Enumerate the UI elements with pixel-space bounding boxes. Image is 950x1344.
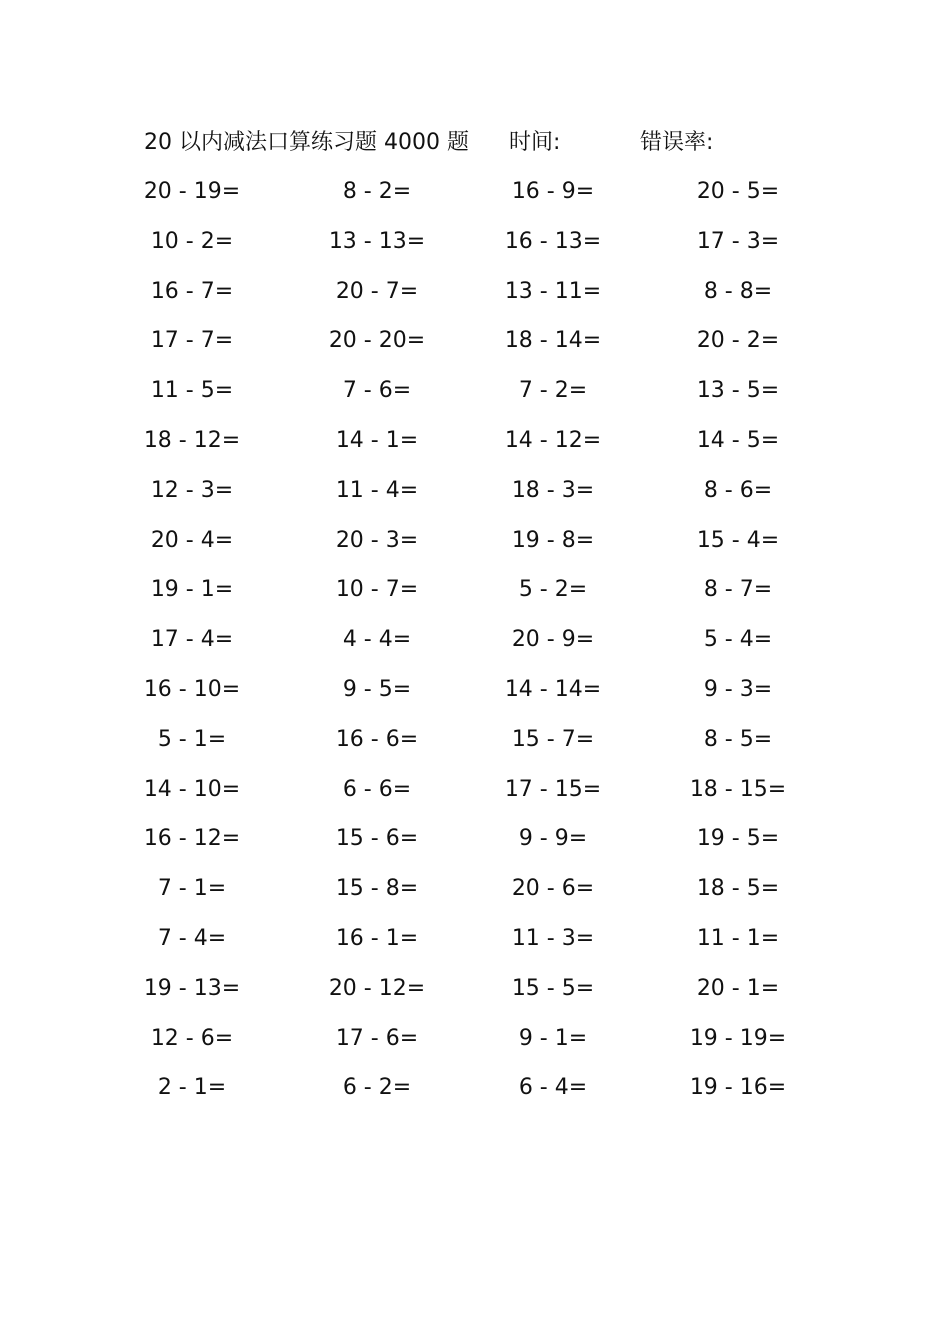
problem-item: 10 - 2=: [150, 228, 234, 254]
problem-item: 20 - 12=: [328, 975, 426, 1001]
problem-item: 19 - 13=: [143, 975, 241, 1001]
problem-item: 15 - 8=: [335, 876, 419, 902]
problem-row: [0, 1021, 950, 1071]
problem-row: [0, 722, 950, 772]
problem-item: 15 - 4=: [696, 527, 780, 553]
problem-item: 14 - 14=: [504, 676, 602, 702]
problem-item: 8 - 6=: [703, 477, 773, 503]
problem-item: 14 - 5=: [696, 427, 780, 453]
problem-item: 20 - 19=: [143, 179, 241, 204]
problem-item: 5 - 1=: [157, 726, 227, 752]
problem-row: [0, 672, 950, 722]
problem-item: 13 - 13=: [328, 228, 426, 254]
problem-row: [0, 224, 950, 274]
problem-item: 7 - 6=: [342, 378, 412, 404]
problem-item: 8 - 5=: [703, 726, 773, 752]
problem-item: 16 - 10=: [143, 676, 241, 702]
problem-item: 18 - 15=: [689, 776, 787, 802]
problem-item: 20 - 9=: [511, 627, 595, 653]
problem-row: [0, 772, 950, 822]
problem-item: 19 - 16=: [689, 1075, 787, 1101]
problem-item: 9 - 3=: [703, 676, 773, 702]
problem-item: 6 - 4=: [518, 1075, 588, 1101]
problem-item: 18 - 12=: [143, 427, 241, 453]
problem-row: [0, 572, 950, 622]
problem-item: 11 - 1=: [696, 925, 780, 951]
problem-item: 6 - 6=: [342, 776, 412, 802]
problem-row: [0, 473, 950, 523]
problem-item: 2 - 1=: [157, 1075, 227, 1101]
problem-item: 10 - 7=: [335, 577, 419, 603]
problem-item: 19 - 1=: [150, 577, 234, 603]
problem-item: 19 - 8=: [511, 527, 595, 553]
problem-item: 15 - 6=: [335, 826, 419, 852]
problem-item: 9 - 1=: [518, 1025, 588, 1051]
problem-item: 7 - 1=: [157, 876, 227, 902]
problem-item: 11 - 5=: [150, 378, 234, 404]
problem-item: 11 - 3=: [511, 925, 595, 951]
time-label: 时间:: [509, 130, 561, 155]
problem-item: 5 - 2=: [518, 577, 588, 603]
problem-item: 16 - 6=: [335, 726, 419, 752]
problem-row: [0, 821, 950, 871]
problem-item: 13 - 11=: [504, 278, 602, 304]
problem-item: 6 - 2=: [342, 1075, 412, 1101]
problem-row: [0, 174, 950, 224]
worksheet-header: [144, 126, 844, 160]
problem-item: 16 - 9=: [511, 179, 595, 204]
problem-item: 15 - 7=: [511, 726, 595, 752]
problem-item: 9 - 9=: [518, 826, 588, 852]
problem-item: 14 - 10=: [143, 776, 241, 802]
problem-item: 18 - 3=: [511, 477, 595, 503]
problem-item: 7 - 4=: [157, 925, 227, 951]
problem-item: 8 - 8=: [703, 278, 773, 304]
problem-item: 19 - 5=: [696, 826, 780, 852]
error-rate-label: 错误率:: [640, 130, 714, 155]
problem-item: 12 - 6=: [150, 1025, 234, 1051]
problem-item: 20 - 6=: [511, 876, 595, 902]
problem-item: 18 - 5=: [696, 876, 780, 902]
problem-row: [0, 622, 950, 672]
problem-item: 11 - 4=: [335, 477, 419, 503]
problem-row: [0, 323, 950, 373]
problem-item: 20 - 20=: [328, 328, 426, 354]
problem-item: 17 - 6=: [335, 1025, 419, 1051]
problem-item: 17 - 15=: [504, 776, 602, 802]
problem-item: 18 - 14=: [504, 328, 602, 354]
problem-item: 20 - 4=: [150, 527, 234, 553]
problem-grid: [0, 174, 950, 1120]
problem-item: 9 - 5=: [342, 676, 412, 702]
problem-item: 13 - 5=: [696, 378, 780, 404]
problem-row: [0, 373, 950, 423]
problem-row: [0, 871, 950, 921]
problem-item: 8 - 7=: [703, 577, 773, 603]
problem-item: 5 - 4=: [703, 627, 773, 653]
problem-row: [0, 971, 950, 1021]
problem-item: 17 - 3=: [696, 228, 780, 254]
problem-item: 17 - 4=: [150, 627, 234, 653]
problem-item: 14 - 12=: [504, 427, 602, 453]
problem-item: 16 - 1=: [335, 925, 419, 951]
problem-item: 15 - 5=: [511, 975, 595, 1001]
problem-item: 16 - 12=: [143, 826, 241, 852]
problem-item: 20 - 3=: [335, 527, 419, 553]
problem-item: 14 - 1=: [335, 427, 419, 453]
problem-item: 7 - 2=: [518, 378, 588, 404]
problem-row: [0, 423, 950, 473]
problem-item: 16 - 13=: [504, 228, 602, 254]
problem-item: 8 - 2=: [342, 179, 412, 204]
problem-item: 12 - 3=: [150, 477, 234, 503]
problem-row: [0, 1070, 950, 1120]
problem-item: 20 - 1=: [696, 975, 780, 1001]
problem-item: 4 - 4=: [342, 627, 412, 653]
problem-item: 20 - 5=: [696, 179, 780, 204]
page-title: 20 以内减法口算练习题 4000 题: [144, 130, 469, 155]
problem-item: 20 - 2=: [696, 328, 780, 354]
problem-item: 19 - 19=: [689, 1025, 787, 1051]
problem-item: 20 - 7=: [335, 278, 419, 304]
problem-item: 16 - 7=: [150, 278, 234, 304]
problem-row: [0, 274, 950, 324]
problem-row: [0, 921, 950, 971]
problem-row: [0, 523, 950, 573]
problem-item: 17 - 7=: [150, 328, 234, 354]
